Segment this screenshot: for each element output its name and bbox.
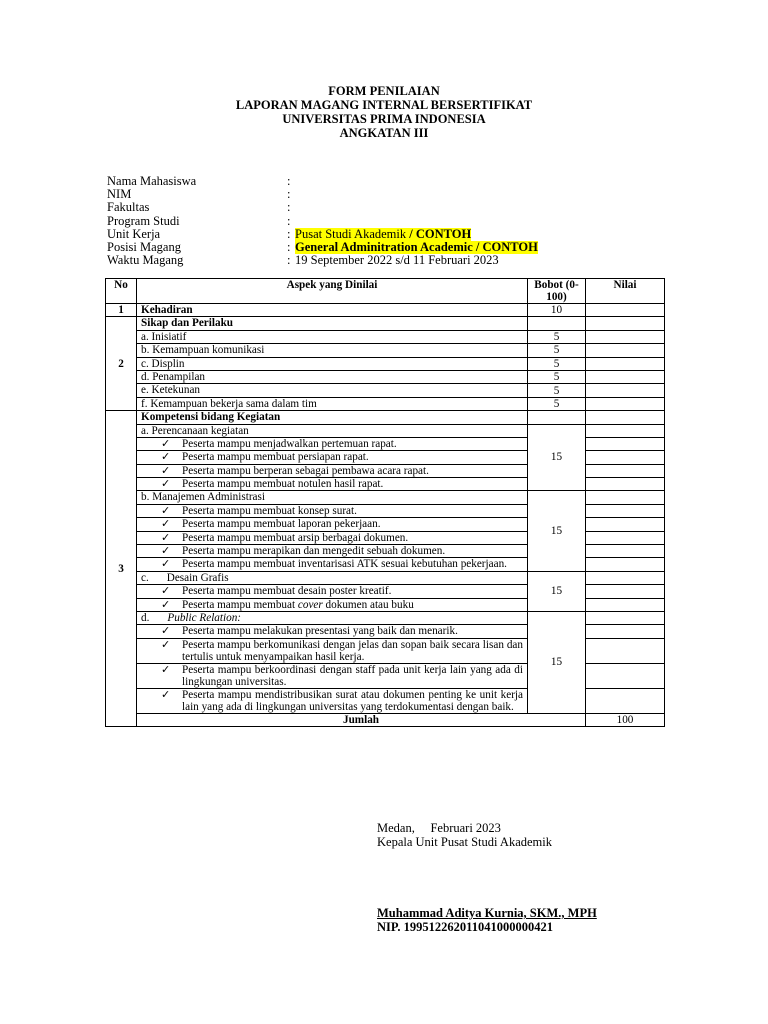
total-bobot: 100 bbox=[586, 713, 665, 726]
table-row: d. Public Relation: 15 bbox=[106, 611, 665, 624]
table-row: b. Manajemen Administrasi 15 bbox=[106, 491, 665, 504]
table-row: e. Ketekunan 5 bbox=[106, 384, 665, 397]
total-row bbox=[106, 713, 665, 726]
info-row-unit-kerja: Unit Kerja : Pusat Studi Akademik / CONTOH bbox=[107, 226, 472, 241]
total-label: Jumlah bbox=[137, 713, 586, 726]
nilai-cell[interactable] bbox=[586, 625, 665, 638]
check-icon: ✓ bbox=[161, 437, 171, 450]
check-icon: ✓ bbox=[161, 478, 171, 491]
nilai-cell[interactable] bbox=[586, 688, 665, 713]
col-no-header: No bbox=[106, 279, 137, 304]
check-icon: ✓ bbox=[161, 558, 171, 571]
col-aspek-header: Aspek yang Dinilai bbox=[137, 279, 528, 304]
nilai-cell[interactable] bbox=[586, 437, 665, 450]
info-row-fakultas: Fakultas : bbox=[107, 200, 291, 215]
nilai-cell[interactable] bbox=[586, 384, 665, 397]
table-row: ✓ Peserta mampu mendistribusikan surat atau dokumen penting ke unit kerja lain yang ada di lingkungan universitas yang terdokumentasi dengan baik. bbox=[106, 688, 665, 713]
table-row: ✓ Peserta mampu membuat konsep surat. bbox=[106, 504, 665, 517]
table-row: 3 Kompetensi bidang Kegiatan bbox=[106, 411, 665, 424]
info-row-nama: Nama Mahasiswa : bbox=[107, 174, 291, 188]
table-row: ✓ Peserta mampu membuat notulen hasil rapat. bbox=[106, 478, 665, 491]
table-row: ✓ Peserta mampu membuat inventarisasi ATK sesuai kebutuhan pekerjaan. bbox=[106, 558, 665, 571]
nilai-cell[interactable] bbox=[586, 478, 665, 491]
assessment-table bbox=[105, 278, 665, 727]
table-row: b. Kemampuan komunikasi 5 bbox=[106, 344, 665, 357]
nilai-cell[interactable] bbox=[586, 370, 665, 383]
info-row-posisi: Posisi Magang : General Adminitration Academic / CONTOH bbox=[107, 239, 538, 254]
signature-block bbox=[377, 822, 552, 849]
check-icon: ✓ bbox=[161, 585, 171, 598]
info-row-waktu: Waktu Magang : 19 September 2022 s/d 11 Februari 2023 bbox=[107, 253, 499, 268]
info-row-prodi: Program Studi : bbox=[107, 213, 291, 228]
table-row: c. Desain Grafis 15 bbox=[106, 571, 665, 584]
place-date: Medan, Februari 2023 bbox=[377, 821, 501, 835]
table-row: a. Inisiatif 5 bbox=[106, 330, 665, 343]
student-info bbox=[107, 175, 538, 267]
table-row: ✓ Peserta mampu menjadwalkan pertemuan rapat. bbox=[106, 437, 665, 450]
nilai-cell[interactable] bbox=[586, 397, 665, 410]
nilai-cell[interactable] bbox=[586, 357, 665, 370]
posisi-value: General Adminitration Academic bbox=[295, 239, 473, 254]
table-row: ✓ Peserta mampu membuat laporan pekerjaan. bbox=[106, 518, 665, 531]
signer-role: Kepala Unit Pusat Studi Akademik bbox=[377, 834, 552, 849]
header-subtitle: LAPORAN MAGANG INTERNAL BERSERTIFIKAT bbox=[235, 98, 533, 112]
nilai-cell[interactable] bbox=[586, 531, 665, 544]
waktu-value: 19 September 2022 s/d 11 Februari 2023 bbox=[295, 253, 499, 268]
check-icon: ✓ bbox=[161, 518, 171, 531]
check-icon: ✓ bbox=[161, 545, 171, 558]
table-row: ✓ Peserta mampu membuat desain poster kreatif. bbox=[106, 585, 665, 598]
table-row: 2 Sikap dan Perilaku bbox=[106, 317, 665, 330]
nilai-cell[interactable] bbox=[586, 585, 665, 598]
check-icon: ✓ bbox=[161, 464, 171, 477]
nilai-cell[interactable] bbox=[586, 464, 665, 477]
table-row: ✓ Peserta mampu merapikan dan mengedit sebuah dokumen. bbox=[106, 545, 665, 558]
col-nilai-header: Nilai bbox=[586, 279, 665, 304]
table-row: ✓ Peserta mampu membuat persiapan rapat. bbox=[106, 451, 665, 464]
header-batch: ANGKATAN III bbox=[339, 126, 429, 140]
nilai-cell[interactable] bbox=[586, 304, 665, 317]
check-icon: ✓ bbox=[161, 504, 171, 517]
signer-info bbox=[377, 907, 597, 934]
col-bobot-header: Bobot (0-100) bbox=[528, 279, 586, 304]
header-university: UNIVERSITAS PRIMA INDONESIA bbox=[282, 112, 486, 126]
table-row: 1 Kehadiran 10 bbox=[106, 304, 665, 317]
table-row: ✓ Peserta mampu berperan sebagai pembawa acara rapat. bbox=[106, 464, 665, 477]
table-row: ✓ Peserta mampu membuat cover dokumen atau buku bbox=[106, 598, 665, 611]
nilai-cell[interactable] bbox=[586, 638, 665, 663]
signer-name: Muhammad Aditya Kurnia, SKM., MPH bbox=[377, 906, 597, 920]
nilai-cell[interactable] bbox=[586, 558, 665, 571]
table-row: c. Displin 5 bbox=[106, 357, 665, 370]
nilai-cell[interactable] bbox=[586, 518, 665, 531]
table-row: d. Penampilan 5 bbox=[106, 370, 665, 383]
nilai-cell[interactable] bbox=[586, 663, 665, 688]
check-icon: ✓ bbox=[161, 451, 171, 464]
nilai-cell[interactable] bbox=[586, 344, 665, 357]
info-row-nim: NIM : bbox=[107, 187, 291, 202]
header-title: FORM PENILAIAN bbox=[328, 84, 440, 98]
check-icon: ✓ bbox=[161, 688, 171, 701]
table-row: a. Perencanaan kegiatan 15 bbox=[106, 424, 665, 437]
form-header bbox=[0, 84, 768, 140]
signer-nip: NIP. 199512262011041000000421 bbox=[377, 919, 553, 934]
unit-kerja-value: Pusat Studi Akademik bbox=[295, 226, 407, 241]
table-row: f. Kemampuan bekerja sama dalam tim 5 bbox=[106, 397, 665, 410]
nilai-cell[interactable] bbox=[586, 504, 665, 517]
table-header-row bbox=[106, 279, 665, 304]
table-row: ✓ Peserta mampu membuat arsip berbagai dokumen. bbox=[106, 531, 665, 544]
check-icon: ✓ bbox=[161, 598, 171, 611]
check-icon: ✓ bbox=[161, 531, 171, 544]
table-row: ✓ Peserta mampu berkoordinasi dengan staff pada unit kerja lain yang ada di lingkungan universitas. bbox=[106, 663, 665, 688]
nilai-cell[interactable] bbox=[586, 451, 665, 464]
check-icon: ✓ bbox=[161, 663, 171, 676]
nilai-cell[interactable] bbox=[586, 598, 665, 611]
nilai-cell[interactable] bbox=[586, 545, 665, 558]
check-icon: ✓ bbox=[161, 625, 171, 638]
table-row: ✓ Peserta mampu berkomunikasi dengan jelas dan sopan baik secara lisan dan tertulis untuk menyampaikan hasil kerja. bbox=[106, 638, 665, 663]
check-icon: ✓ bbox=[161, 638, 171, 651]
nilai-cell[interactable] bbox=[586, 330, 665, 343]
table-row: ✓ Peserta mampu melakukan presentasi yang baik dan menarik. bbox=[106, 625, 665, 638]
